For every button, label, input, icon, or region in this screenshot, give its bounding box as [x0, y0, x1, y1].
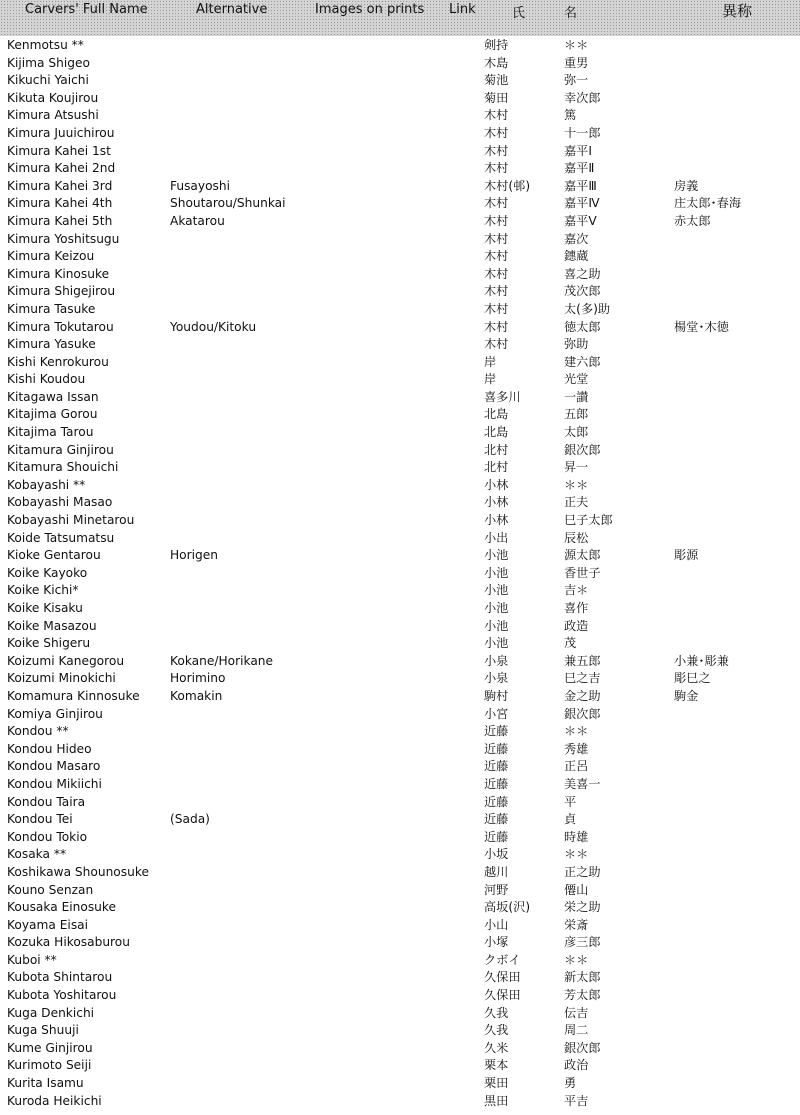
carver-name: Kioke Gentarou: [7, 548, 101, 563]
table-row: [0, 882, 800, 900]
given-name: 源太郎: [564, 548, 601, 563]
given-name: 喜作: [564, 601, 589, 615]
alias: 彫源: [674, 548, 699, 563]
alternative-name: Youdou/Kitoku: [170, 319, 257, 334]
table-row: [0, 1057, 800, 1075]
carver-name: Koyama Eisai: [7, 917, 89, 932]
carver-name: Kishi Kenrokurou: [7, 354, 109, 369]
surname: 小山: [484, 917, 509, 932]
given-name: 五郎: [564, 407, 589, 422]
carver-name: Kenmotsu **: [7, 38, 84, 52]
table-row: [0, 1075, 800, 1093]
carver-name: Kitajima Gorou: [7, 407, 98, 422]
carver-name: Kuroda Heikichi: [7, 1093, 102, 1108]
surname: 小坂: [484, 847, 509, 862]
carver-name: Kondou **: [7, 724, 69, 739]
given-name: 正之助: [564, 864, 601, 879]
table-row: [0, 442, 800, 460]
table-row: [0, 494, 800, 512]
given-name: 太(多)助: [564, 301, 611, 316]
given-name: 嘉平Ⅱ: [564, 161, 595, 176]
given-name: 茂次郎: [564, 284, 601, 299]
surname: 越川: [484, 864, 509, 879]
alias: 小兼･彫兼: [674, 653, 729, 668]
carver-name: Kondou Hideo: [7, 741, 92, 756]
surname: 木村: [484, 301, 509, 316]
table-row: [0, 248, 800, 266]
carver-name: Koike Kisaku: [7, 601, 83, 615]
given-name: 建六郎: [564, 354, 601, 369]
surname: 木村: [484, 266, 509, 281]
surname: 河野: [484, 882, 509, 897]
surname: 近藤: [484, 724, 509, 739]
table-row: [0, 864, 800, 882]
surname: 北村: [484, 442, 509, 457]
given-name: 嘉平Ⅳ: [564, 196, 600, 211]
given-name: ＊＊: [564, 952, 589, 967]
surname: 小池: [484, 601, 509, 615]
table-row: [0, 618, 800, 636]
alias: 楊堂･木徳: [674, 319, 729, 334]
alias: 赤太郎: [674, 213, 711, 228]
surname: 菊田: [484, 90, 509, 105]
surname: 小池: [484, 565, 509, 580]
surname: 木村: [484, 284, 509, 299]
carver-name: Kubota Shintarou: [7, 970, 113, 985]
table-row: [0, 354, 800, 372]
table-row: [0, 1093, 800, 1111]
surname: 小宮: [484, 706, 509, 721]
surname: 黒田: [484, 1093, 509, 1108]
carver-name: Kubota Yoshitarou: [7, 988, 117, 1003]
table-row: [0, 389, 800, 407]
table-row: [0, 969, 800, 987]
given-name: 秀雄: [564, 741, 589, 756]
table-row: [0, 1040, 800, 1058]
surname: 木村(邨): [484, 178, 531, 193]
table-row: [0, 934, 800, 952]
carver-name: Kimura Tasuke: [7, 301, 96, 316]
given-name: 巳子太郎: [564, 513, 613, 528]
given-name: 嘉平Ⅴ: [564, 213, 597, 228]
given-name: 重男: [564, 55, 589, 70]
carver-name: Kozuka Hikosaburou: [7, 935, 130, 950]
surname: 近藤: [484, 794, 509, 809]
table-row: [0, 72, 800, 90]
carver-name: Kitamura Ginjirou: [7, 442, 114, 457]
surname: 菊池: [484, 73, 509, 88]
carver-name: Kishi Koudou: [7, 372, 86, 387]
surname: 小池: [484, 636, 509, 651]
given-name: 銀次郎: [564, 442, 601, 457]
given-name: 篤: [564, 108, 577, 123]
table-row: [0, 319, 800, 337]
given-name: 銀次郎: [564, 1040, 601, 1055]
given-name: 嘉平Ⅲ: [564, 178, 597, 193]
surname: 栗田: [484, 1076, 509, 1091]
table-row: [0, 846, 800, 864]
surname: 木村: [484, 196, 509, 211]
carver-name: Kousaka Einosuke: [7, 900, 117, 915]
surname: 木村: [484, 125, 509, 140]
alternative-name: (Sada): [170, 812, 210, 827]
given-name: ＊＊: [564, 38, 589, 52]
table-row: [0, 55, 800, 73]
surname: 小林: [484, 477, 509, 492]
given-name: 栄之助: [564, 900, 601, 915]
carver-name: Kume Ginjirou: [7, 1040, 93, 1055]
surname: 喜多川: [484, 389, 521, 404]
carver-name: Kitamura Shouichi: [7, 460, 119, 475]
header-given-name: 名: [564, 6, 578, 21]
table-row: [0, 723, 800, 741]
carver-name: Koike Kichi*: [7, 583, 79, 598]
given-name: 新太郎: [564, 970, 601, 985]
alternative-name: Fusayoshi: [170, 178, 231, 193]
carver-name: Koike Shigeru: [7, 636, 91, 651]
table-row: [0, 706, 800, 724]
surname: 小泉: [484, 653, 509, 668]
carver-name: Kimura Yoshitsugu: [7, 231, 120, 246]
table-row: [0, 547, 800, 565]
surname: 北村: [484, 460, 509, 475]
table-row: [0, 283, 800, 301]
alias: 彫巳之: [674, 671, 711, 686]
given-name: 周二: [564, 1023, 589, 1038]
surname: 久保田: [484, 988, 521, 1003]
given-name: 銀次郎: [564, 706, 601, 721]
given-name: 一讃: [564, 389, 589, 404]
carver-name: Kitagawa Issan: [7, 389, 99, 404]
surname: 小出: [484, 530, 509, 545]
carver-name: Koshikawa Shounosuke: [7, 864, 149, 879]
carver-name: Kurimoto Seiji: [7, 1058, 92, 1073]
given-name: 正夫: [564, 495, 589, 510]
table-header: [0, 0, 800, 36]
alternative-name: Shoutarou/Shunkai: [170, 196, 286, 211]
carver-name: Kimura Yasuke: [7, 337, 96, 352]
header-full-name: Carvers' Full Name: [25, 2, 148, 17]
table-row: [0, 811, 800, 829]
given-name: 徳太郎: [564, 319, 601, 334]
carver-name: Kikuchi Yaichi: [7, 73, 89, 88]
given-name: 鏸蔵: [564, 249, 589, 264]
given-name: 金之助: [564, 688, 601, 703]
given-name: 平: [564, 794, 577, 809]
given-name: ＊＊: [564, 724, 589, 739]
surname: 小林: [484, 495, 509, 510]
carver-name: Kuboi **: [7, 952, 57, 967]
carver-name: Kondou Tokio: [7, 829, 88, 844]
surname: 木村: [484, 249, 509, 264]
table-row: [0, 899, 800, 917]
table-row: [0, 987, 800, 1005]
surname: 近藤: [484, 812, 509, 827]
carver-name: Kitajima Tarou: [7, 425, 94, 440]
surname: 栗本: [484, 1058, 509, 1073]
surname: 木村: [484, 319, 509, 334]
carver-name: Kondou Masaro: [7, 759, 101, 774]
header-alternative: Alternative: [196, 2, 268, 17]
given-name: 巳之吉: [564, 671, 601, 686]
given-name: 吉＊: [564, 583, 589, 598]
carver-name: Kondou Tei: [7, 812, 73, 827]
carver-name: Kimura Kahei 4th: [7, 196, 113, 211]
given-name: 勇: [564, 1076, 577, 1091]
table-row: [0, 917, 800, 935]
alias: 庄太郎･春海: [674, 196, 742, 211]
carver-name: Komamura Kinnosuke: [7, 688, 140, 703]
alternative-name: Kokane/Horikane: [170, 653, 274, 668]
alias: 房義: [674, 178, 699, 193]
table-row: [0, 776, 800, 794]
carver-name: Koizumi Minokichi: [7, 671, 116, 686]
carver-name: Kimura Shigejirou: [7, 284, 116, 299]
header-alias: 異称: [722, 2, 753, 20]
carver-name: Kuga Shuuji: [7, 1023, 79, 1038]
surname: 木村: [484, 231, 509, 246]
surname: 高坂(沢): [484, 900, 531, 915]
surname: 木島: [484, 55, 509, 70]
carver-name: Kimura Kahei 2nd: [7, 161, 116, 176]
table-row: [0, 301, 800, 319]
given-name: 嘉平Ⅰ: [564, 143, 592, 158]
surname: 剣持: [484, 38, 509, 52]
surname: 木村: [484, 161, 509, 176]
carver-name: Kikuta Koujirou: [7, 90, 99, 105]
carver-name: Koizumi Kanegorou: [7, 653, 125, 668]
carver-list: [0, 37, 800, 1110]
given-name: 時雄: [564, 829, 589, 844]
given-name: ＊＊: [564, 847, 589, 862]
carver-name: Kimura Kinosuke: [7, 266, 110, 281]
surname: 木村: [484, 108, 509, 123]
carver-name: Kobayashi **: [7, 477, 86, 492]
table-row: [0, 565, 800, 583]
surname: 岸: [484, 354, 497, 369]
given-name: 美喜一: [564, 776, 601, 791]
given-name: 正呂: [564, 759, 589, 774]
table-row: [0, 107, 800, 125]
table-row: [0, 794, 800, 812]
carver-name: Kobayashi Masao: [7, 495, 113, 510]
surname: 久我: [484, 1005, 509, 1020]
alternative-name: Horimino: [170, 671, 226, 686]
given-name: 光堂: [564, 372, 589, 387]
table-row: [0, 600, 800, 618]
carver-name: Komiya Ginjirou: [7, 706, 103, 721]
surname: 北島: [484, 425, 509, 440]
table-row: [0, 125, 800, 143]
alternative-name: Horigen: [170, 548, 218, 563]
given-name: 政造: [564, 618, 589, 633]
table-row: [0, 424, 800, 442]
given-name: 平吉: [564, 1093, 589, 1108]
surname: 近藤: [484, 776, 509, 791]
surname: 小池: [484, 548, 509, 563]
table-row: [0, 512, 800, 530]
carver-name: Kimura Kahei 1st: [7, 143, 111, 158]
table-row: [0, 635, 800, 653]
carver-name: Koike Masazou: [7, 618, 97, 633]
given-name: 栄斎: [564, 917, 589, 932]
table-row: [0, 195, 800, 213]
surname: 木村: [484, 143, 509, 158]
carver-name: Kurita Isamu: [7, 1076, 84, 1091]
surname: 小塚: [484, 935, 509, 950]
given-name: 香世子: [564, 565, 601, 580]
given-name: 太郎: [564, 425, 589, 440]
carver-name: Kimura Atsushi: [7, 108, 99, 123]
table-row: [0, 371, 800, 389]
table-row: [0, 213, 800, 231]
carver-name: Kouno Senzan: [7, 882, 94, 897]
surname: 木村: [484, 213, 509, 228]
surname: 駒村: [484, 688, 509, 703]
carver-name: Kuga Denkichi: [7, 1005, 95, 1020]
table-row: [0, 741, 800, 759]
table-row: [0, 459, 800, 477]
given-name: 嘉次: [564, 231, 589, 246]
table-row: [0, 952, 800, 970]
surname: 近藤: [484, 829, 509, 844]
given-name: ＊＊: [564, 477, 589, 492]
table-row: [0, 688, 800, 706]
header-link: Link: [449, 2, 476, 17]
given-name: 喜之助: [564, 266, 601, 281]
table-row: [0, 90, 800, 108]
carver-name: Kondou Taira: [7, 794, 86, 809]
given-name: 弥一: [564, 73, 589, 88]
surname: 北島: [484, 407, 509, 422]
given-name: 彦三郎: [564, 935, 601, 950]
surname: クボイ: [484, 952, 521, 967]
table-row: [0, 160, 800, 178]
carver-name: Kobayashi Minetarou: [7, 513, 135, 528]
given-name: 僊山: [564, 882, 589, 897]
surname: 岸: [484, 372, 497, 387]
carver-name: Kimura Tokutarou: [7, 319, 114, 334]
given-name: 弥助: [564, 337, 589, 352]
header-images-on-prints: Images on prints: [315, 2, 425, 17]
carver-name: Koide Tatsumatsu: [7, 530, 115, 545]
alternative-name: Komakin: [170, 688, 223, 703]
table-row: [0, 266, 800, 284]
carver-name: Kondou Mikiichi: [7, 776, 102, 791]
table-row: [0, 1022, 800, 1040]
given-name: 辰松: [564, 530, 589, 545]
given-name: 兼五郎: [564, 653, 601, 668]
table-row: [0, 231, 800, 249]
surname: 久我: [484, 1023, 509, 1038]
table-row: [0, 670, 800, 688]
alias: 駒金: [674, 688, 699, 703]
given-name: 貞: [564, 812, 577, 827]
given-name: 十一郎: [564, 125, 601, 140]
surname: 近藤: [484, 741, 509, 756]
table-row: [0, 758, 800, 776]
surname: 小池: [484, 618, 509, 633]
given-name: 昇一: [564, 460, 589, 475]
surname: 木村: [484, 337, 509, 352]
surname: 久保田: [484, 970, 521, 985]
surname: 小泉: [484, 671, 509, 686]
given-name: 芳太郎: [564, 988, 601, 1003]
carver-name: Kimura Keizou: [7, 249, 95, 264]
carver-name: Kosaka **: [7, 847, 67, 862]
surname: 久米: [484, 1040, 509, 1055]
given-name: 幸次郎: [564, 90, 601, 105]
surname: 小林: [484, 513, 509, 528]
table-row: [0, 582, 800, 600]
alternative-name: Akatarou: [170, 213, 225, 228]
given-name: 茂: [564, 636, 577, 651]
carver-name: Kimura Kahei 3rd: [7, 178, 113, 193]
table-row: [0, 37, 800, 55]
table-row: [0, 336, 800, 354]
carver-name: Kimura Kahei 5th: [7, 213, 113, 228]
given-name: 伝吉: [564, 1005, 589, 1020]
carver-name: Kimura Juuichirou: [7, 125, 115, 140]
table-row: [0, 477, 800, 495]
carver-name: Kijima Shigeo: [7, 55, 90, 70]
table-row: [0, 653, 800, 671]
surname: 小池: [484, 583, 509, 598]
carver-name: Koike Kayoko: [7, 565, 88, 580]
surname: 近藤: [484, 759, 509, 774]
table-row: [0, 406, 800, 424]
table-row: [0, 178, 800, 196]
table-row: [0, 143, 800, 161]
given-name: 政治: [564, 1058, 589, 1073]
table-row: [0, 530, 800, 548]
header-surname: 氏: [512, 6, 526, 21]
table-row: [0, 1005, 800, 1023]
table-row: [0, 829, 800, 847]
